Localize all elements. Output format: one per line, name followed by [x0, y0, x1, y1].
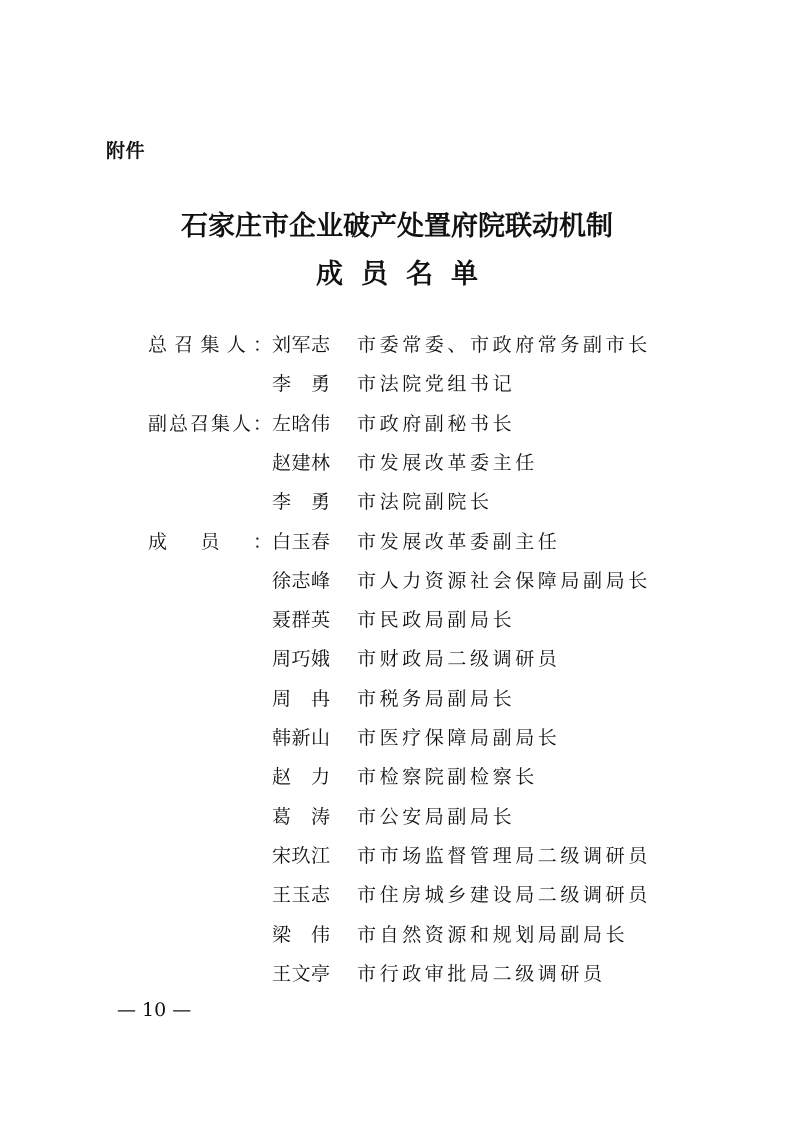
roster-position: 市财政局二级调研员	[357, 648, 561, 671]
roster-position: 市住房城乡建设局二级调研员	[357, 884, 651, 907]
roster-position: 市法院党组书记	[357, 373, 516, 396]
roster-name: 周 冉	[272, 687, 330, 710]
roster-row	[0, 723, 794, 753]
roster-name: 韩 新 山	[272, 727, 330, 749]
roster-name: 葛 涛	[272, 805, 330, 828]
roster-row	[0, 684, 794, 714]
roster-row	[0, 880, 794, 910]
roster-row	[0, 527, 794, 557]
roster-name: 刘 军 志	[272, 334, 330, 356]
roster-role: 副 总 召 集 人 ：	[148, 412, 272, 435]
roster-row	[0, 959, 794, 989]
roster-row	[0, 920, 794, 950]
roster-position: 市医疗保障局副局长	[357, 727, 561, 749]
document-subtitle: 成员名单	[316, 259, 496, 290]
roster-position: 市发展改革委副主任	[357, 530, 561, 553]
roster-role: 总 召 集 人 ：	[148, 334, 272, 356]
attachment-label: 附件	[106, 140, 146, 162]
roster-position: 市检察院副检察长	[357, 766, 538, 789]
roster-row	[0, 605, 794, 635]
roster-role: 成 员 ：	[148, 530, 272, 553]
document-title: 石家庄市企业破产处置府院联动机制	[181, 211, 613, 242]
roster-row	[0, 369, 794, 399]
roster-name: 左 晗 伟	[272, 412, 330, 435]
roster-row	[0, 644, 794, 674]
roster-name: 王 玉 志	[272, 884, 330, 907]
roster-position: 市民政局副局长	[357, 609, 516, 632]
roster-row	[0, 448, 794, 478]
roster-position: 市发展改革委主任	[357, 451, 538, 474]
roster-position: 市人力资源社会保障局副局长	[357, 569, 651, 592]
roster-position: 市委常委、市政府常务副市长	[357, 334, 651, 356]
roster-name: 李 勇	[272, 491, 330, 514]
roster-name: 李 勇	[272, 373, 330, 396]
roster-row	[0, 566, 794, 596]
roster-name: 赵 力	[272, 766, 330, 789]
roster-name: 梁 伟	[272, 923, 330, 946]
roster-row	[0, 841, 794, 871]
roster-name: 赵 建 林	[272, 451, 330, 474]
roster-position: 市法院副院长	[357, 491, 493, 514]
roster-row	[0, 762, 794, 792]
roster-position: 市税务局副局长	[357, 687, 516, 710]
roster-name: 聂 群 英	[272, 609, 330, 632]
roster-position: 市市场监督管理局二级调研员	[357, 844, 651, 867]
roster-position: 市政府副秘书长	[357, 412, 516, 435]
roster-position: 市公安局副局长	[357, 805, 516, 828]
roster-row	[0, 330, 794, 360]
page-number: — 10 —	[117, 999, 192, 1021]
roster-name: 白 玉 春	[272, 530, 330, 553]
roster-name: 徐 志 峰	[272, 569, 330, 592]
roster-row	[0, 487, 794, 517]
roster-name: 宋 玖 江	[272, 844, 330, 867]
roster-name: 王 文 亭	[272, 962, 330, 985]
roster-position: 市自然资源和规划局副局长	[357, 923, 629, 946]
roster-name: 周 巧 娥	[272, 648, 330, 671]
roster-row	[0, 802, 794, 832]
roster-row	[0, 409, 794, 439]
roster-position: 市行政审批局二级调研员	[357, 962, 606, 985]
